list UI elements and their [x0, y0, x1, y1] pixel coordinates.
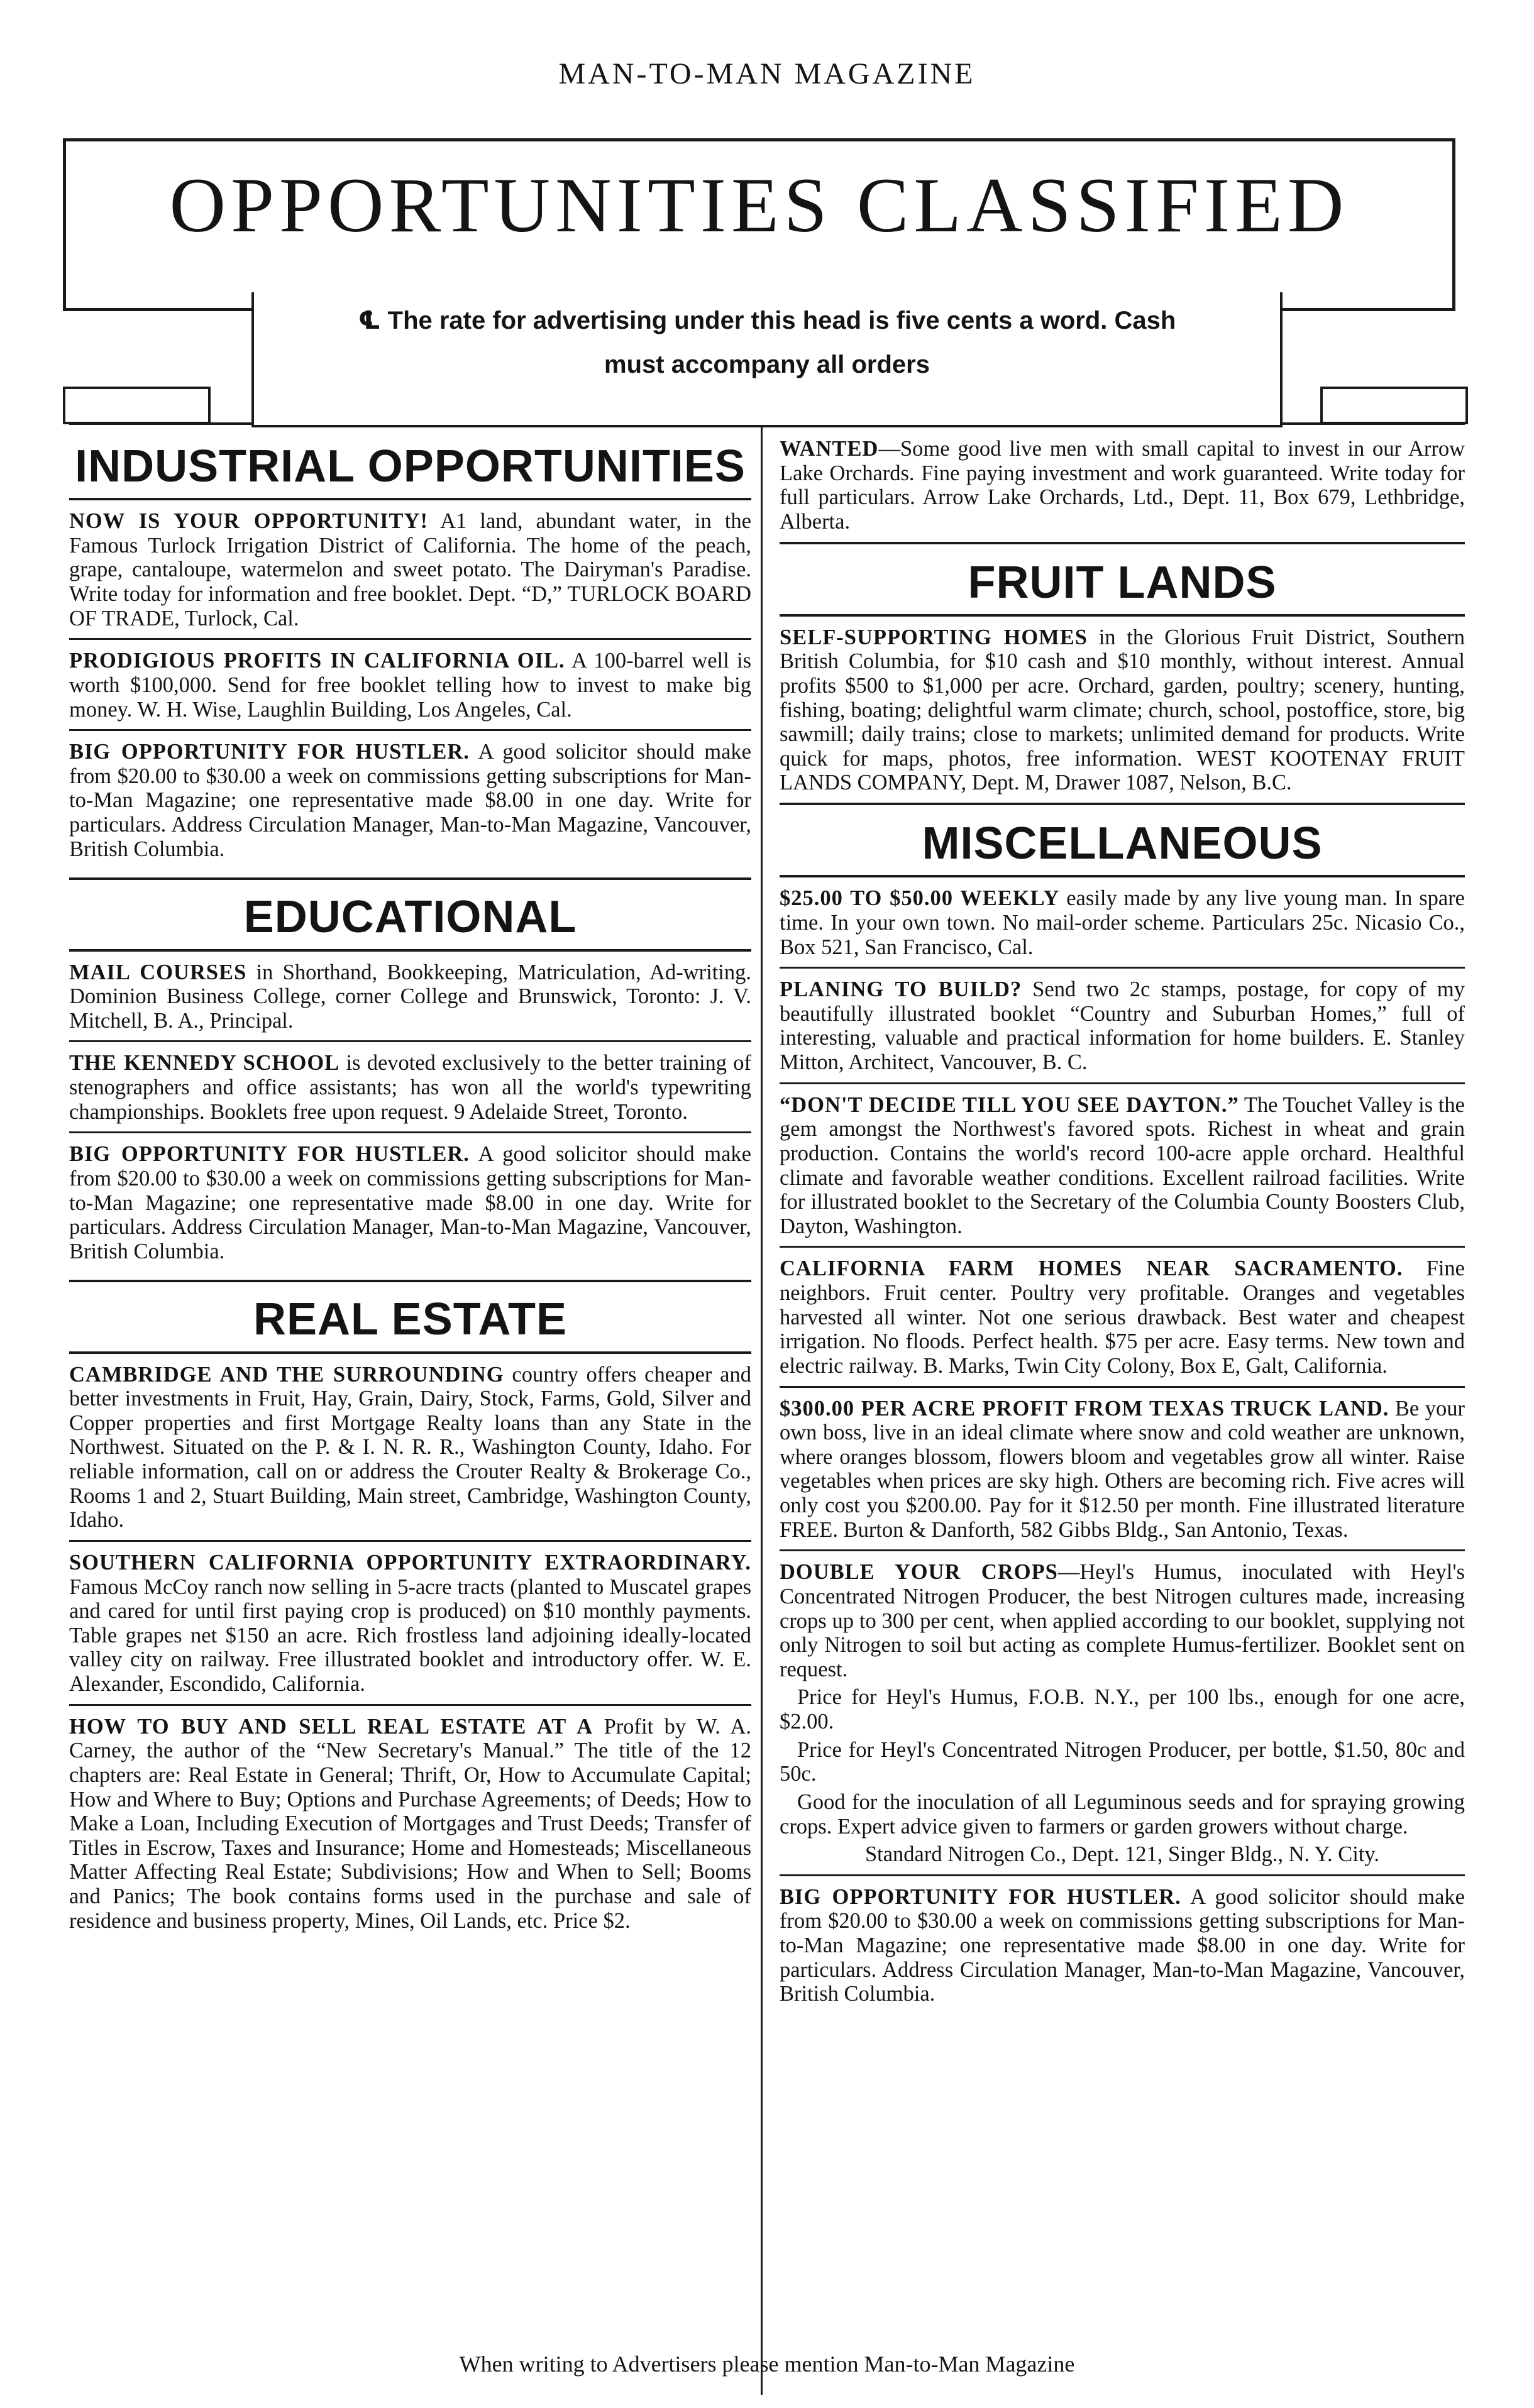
classified-ad — [780, 1093, 1465, 1248]
ad-text: in Shorthand, Bookkeeping, Matriculation, Ad-writing. Dominion Business College, corner College and Brunswick, Toronto: J. V. Mitchell, B. A., Principal. — [69, 960, 751, 1033]
classified-ad — [780, 437, 1465, 544]
classified-ad — [69, 1715, 751, 1941]
classified-ad — [69, 1551, 751, 1706]
classified-ad — [69, 1051, 751, 1133]
classified-ad — [69, 740, 751, 869]
ad-text: A good solicitor should make from $20.00 to $30.00 a week on commissions getting subscriptions for Man-to-Man Magazine; one representative made $8.00 in one day. Write for particulars. Address Circulation Manager, Man-to-Man Magazine, Vancouver, British Columbia. — [69, 1142, 751, 1263]
ad-lead: NOW IS YOUR OPPORTUNITY! — [69, 509, 428, 534]
corner-box-right — [1320, 387, 1468, 424]
classified-ad — [780, 1560, 1465, 1876]
ad-text: Send two 2c stamps, postage, for copy of my beautifully illustrated booklet “Country and Suburban Homes,” full of interesting, valuable and practical information for home builders. E. Stanley Mitton, Architect, Vancouver, B. C. — [780, 977, 1465, 1074]
section-heading-real-estate: REAL ESTATE — [69, 1280, 751, 1353]
rate-notice-box — [251, 292, 1283, 427]
ad-text: country offers cheaper and better investments in Fruit, Hay, Grain, Dairy, Stock, Farms, Gold, Silver and Copper properties and first Mortgage Realty loans than any State in the Northwest. Situated on the P. & I. N. R. R., Washington County, Idaho. For reliable information, call on or address the Crouter Realty & Brokerage Co., Rooms 1 and 2, Stuart Building, Main street, Cambridge, Washington County, Idaho. — [69, 1362, 751, 1532]
ad-lead: DOUBLE YOUR CROPS — [780, 1560, 1058, 1585]
classified-ad — [780, 1256, 1465, 1387]
column-divider — [761, 427, 763, 2395]
section-heading-fruit-lands: FRUIT LANDS — [780, 553, 1465, 617]
classified-ad — [780, 977, 1465, 1084]
ad-text: A good solicitor should make from $20.00 to $30.00 a week on commissions getting subscriptions for Man-to-Man Magazine; one representative made $8.00 in one day. Write for particulars. Address Circulation Manager, Man-to-Man Magazine, Vancouver, British Columbia. — [69, 740, 751, 861]
classified-ad — [69, 509, 751, 640]
right-column — [780, 437, 1465, 2023]
ad-paragraph: Standard Nitrogen Co., Dept. 121, Singer Bldg., N. Y. City. — [864, 1842, 1380, 1867]
ad-lead: BIG OPPORTUNITY FOR HUSTLER. — [69, 740, 470, 764]
ad-text: Be your own boss, live in an ideal climate where snow and cold weather are unknown, where oranges blossom, flowers bloom and vegetables grow all winter. Raise vegetables when prices are sky high. Others are becoming rich. Five acres will only cost you $200.00. Pay for it $12.50 per month. Fine illustrated literature FREE. Burton & Danforth, 582 Gibbs Bldg., San Antonio, Texas. — [780, 1396, 1465, 1542]
ad-text: A 100-barrel well is worth $100,000. Send for free booklet telling how to invest to make big money. W. H. Wise, Laughlin Building, Los Angeles, Cal. — [69, 649, 751, 722]
ad-lead: MAIL COURSES — [69, 960, 247, 984]
section-heading-educational: EDUCATIONAL — [69, 877, 751, 951]
ad-lead: SOUTHERN CALIFORNIA OPPORTUNITY EXTRAORDINARY. — [69, 1550, 751, 1575]
running-head: MAN-TO-MAN MAGAZINE — [558, 57, 976, 91]
title-box — [63, 138, 1455, 311]
classified-ad — [780, 1397, 1465, 1552]
ad-text: Famous McCoy ranch now selling in 5-acre tracts (planted to Muscatel grapes and cared for until first paying crop is produced) on $10 monthly payments. Table grapes net $150 an acre. Rich frostless land adjoining ideally-located valley city on railway. Free illustrated booklet and introductory offer. W. E. Alexander, Escondido, California. — [69, 1575, 751, 1696]
ad-text: A good solicitor should make from $20.00 to $30.00 a week on commissions getting subscriptions for Man-to-Man Magazine; one representative made $8.00 in one day. Write for particulars. Address Circulation Manager, Man-to-Man Magazine, Vancouver, British Columbia. — [780, 1884, 1465, 2006]
left-column — [69, 437, 751, 1949]
rate-notice — [254, 299, 1280, 387]
ad-lead: CAMBRIDGE AND THE SURROUNDING — [69, 1362, 504, 1387]
ad-lead: $300.00 PER ACRE PROFIT FROM TEXAS TRUCK LAND. — [780, 1396, 1389, 1421]
classified-ad — [780, 1885, 1465, 2014]
page-title: OPPORTUNITIES CLASSIFIED — [169, 162, 1349, 248]
classified-ad — [69, 649, 751, 731]
ad-lead: “DON'T DECIDE TILL YOU SEE DAYTON.” — [780, 1092, 1239, 1117]
ad-lead: PRODIGIOUS PROFITS IN CALIFORNIA OIL. — [69, 649, 565, 673]
ad-paragraph: Good for the inoculation of all Leguminous seeds and for spraying growing crops. Expert advice given to farmers or garden growers without charge. — [780, 1790, 1465, 1839]
classified-ad — [780, 886, 1465, 969]
classified-ad — [69, 960, 751, 1043]
ad-lead: BIG OPPORTUNITY FOR HUSTLER. — [69, 1142, 470, 1167]
ad-text: The Touchet Valley is the gem amongst the Northwest's favored spots. Richest in wheat and grain production. Contains the world's record 100-acre apple orchard. Healthful climate and favorable weather conditions. Excellent railroad facilities. Write for illustrated booklet to the Secretary of the Columbia County Boosters Club, Dayton, Washington. — [780, 1092, 1465, 1238]
classified-ad — [780, 625, 1465, 805]
ad-text: in the Glorious Fruit District, Southern British Columbia, for $10 cash and $10 monthly, without interest. Annual profits $500 to $1,000 per acre. Orchard, garden, poultry; scenery, hunting, fishing, boating; delightful warm climate; church, school, postoffice, store, big sawmill; daily trains; close to markets; unlimited demand for products. Write quick for maps, photos, free information. WEST KOOTENAY FRUIT LANDS COMPANY, Dept. M, Drawer 1087, Nelson, B.C. — [780, 625, 1465, 795]
ad-lead: THE KENNEDY SCHOOL — [69, 1051, 340, 1075]
rate-notice-line1: ℄ The rate for advertising under this head is five cents a word. Cash — [358, 307, 1176, 334]
ad-text: —Some good live men with small capital to invest in our Arrow Lake Orchards. Fine paying investment and work guaranteed. Write today for full particulars. Arrow Lake Orchards, Ltd., Dept. 11, Box 679, Lethbridge, Alberta. — [780, 437, 1465, 534]
ad-paragraph: Price for Heyl's Concentrated Nitrogen Producer, per bottle, $1.50, 80c and 50c. — [780, 1737, 1465, 1786]
ad-lead: SELF-SUPPORTING HOMES — [780, 625, 1088, 649]
ad-text: Fine neighbors. Fruit center. Poultry very profitable. Oranges and vegetables harvested all winter. Not one serious drawback. Best water and cheapest irrigation. No floods. Perfect health. $75 per acre. Easy terms. New town and electric railway. B. Marks, Twin City Colony, Box E, Galt, California. — [780, 1256, 1465, 1378]
footer-note: When writing to Advertisers please mention Man-to-Man Magazine — [459, 2351, 1075, 2377]
ad-text: —Heyl's Humus, inoculated with Heyl's Concentrated Nitrogen Producer, the best Nitrogen cultures made, increasing crops up to 300 per cent, when applied according to our booklet, supplying not only Nitrogen to soil but acting as complete Humus-fertilizer. Booklet sent on request. — [780, 1560, 1465, 1681]
ad-lead: PLANING TO BUILD? — [780, 977, 1022, 1002]
ad-text: Profit by W. A. Carney, the author of the “New Secretary's Manual.” The title of the 12 chapters are: Real Estate in General; Thrift, Or, How to Accumulate Capital; How and Where to Buy; Options and Purchase Agreements; of Deeds; How to Make a Loan, Including Execution of Mortgages and Trust Deeds; Transfer of Titles in Escrow, Taxes and Insurance; Home and Homesteads; Miscellaneous Matter Affecting Real Estate; Subdivisions; How and When to Sell; Booms and Panics; The book contains forms used in the purchase and sale of residence and business property, Mines, Oil Lands, etc. Price $2. — [69, 1714, 751, 1933]
ad-lead: HOW TO BUY AND SELL REAL ESTATE AT A — [69, 1714, 593, 1739]
ad-lead: $25.00 TO $50.00 WEEKLY — [780, 886, 1060, 911]
ad-paragraph: Price for Heyl's Humus, F.O.B. N.Y., per 100 lbs., enough for one acre, $2.00. — [780, 1685, 1465, 1734]
classified-ad — [69, 1363, 751, 1542]
section-heading-industrial: INDUSTRIAL OPPORTUNITIES — [69, 437, 751, 500]
ad-lead: BIG OPPORTUNITY FOR HUSTLER. — [780, 1884, 1181, 1909]
ad-text: is devoted exclusively to the better training of stenographers and office assistants; has won all the world's typewriting championships. Booklets free upon request. 9 Adelaide Street, Toronto. — [69, 1051, 752, 1124]
ad-lead: WANTED — [780, 437, 879, 461]
rate-notice-line2: must accompany all orders — [604, 351, 930, 378]
ad-lead: CALIFORNIA FARM HOMES NEAR SACRAMENTO. — [780, 1256, 1403, 1281]
ad-text: A1 land, abundant water, in the Famous Turlock Irrigation District of California. The home of the peach, grape, cantaloupe, watermelon and sweet potato. The Dairyman's Paradise. Write today for information and free booklet. Dept. “D,” TURLOCK BOARD OF TRADE, Turlock, Cal. — [69, 509, 751, 630]
corner-box-left — [63, 387, 211, 424]
section-heading-miscellaneous: MISCELLANEOUS — [780, 814, 1465, 877]
classified-ad — [69, 1142, 751, 1271]
ad-text: easily made by any live young man. In spare time. In your own town. No mail-order scheme. Particulars 25c. Nicasio Co., Box 521, San Francisco, Cal. — [780, 886, 1465, 959]
